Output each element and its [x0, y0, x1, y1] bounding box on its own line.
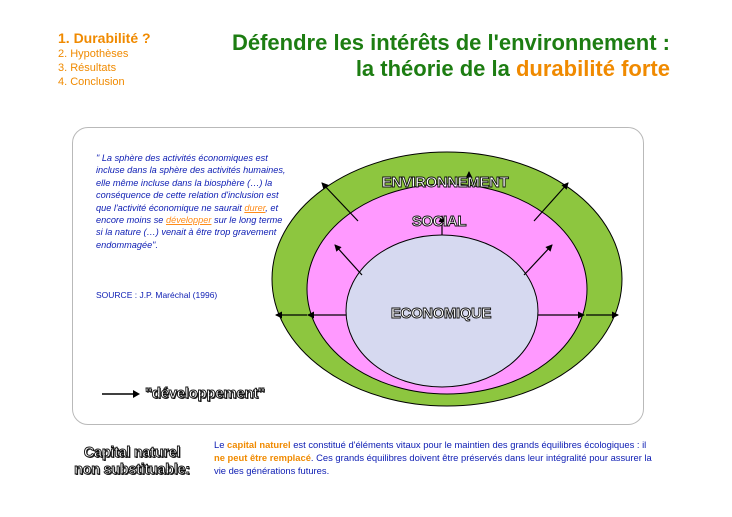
quote-part-3: sur le long terme si la nature (…) venait à être trop gravement endommagée". — [96, 215, 283, 250]
desc-part-3: . Ces grands équilibres doivent être préservés dans leur intégralité pour assurer la vie des générations futures. — [214, 451, 652, 476]
legend-label: "développement" — [145, 385, 265, 402]
quote-part-2: , et encore moins se — [96, 202, 279, 226]
title-highlight: durabilité forte — [515, 56, 670, 81]
nav-item-conclusion[interactable]: 4. Conclusion — [58, 76, 125, 88]
desc-part-2: est constitué d'éléments vitaux pour le maintien des grands équilibres écologiques : il — [290, 439, 647, 450]
desc-highlight-remplace: ne peut être remplacé — [214, 451, 311, 463]
nav-item-durabilite[interactable]: 1. Durabilité ? — [58, 30, 151, 46]
title-line-2-prefix: la théorie de la — [355, 56, 516, 81]
quote-link-developper[interactable]: développer — [165, 215, 212, 226]
legend-arrow-icon — [100, 384, 142, 404]
quote-source: SOURCE : J.P. Maréchal (1996) — [96, 290, 218, 300]
environment-label: ENVIRONNEMENT — [381, 174, 509, 191]
economic-label: ECONOMIQUE — [390, 305, 492, 322]
quote-text — [96, 152, 286, 251]
quote-link-durer[interactable]: durer — [244, 202, 266, 213]
section-nav — [58, 30, 151, 89]
capital-description — [214, 439, 654, 477]
page-title — [232, 30, 670, 82]
title-line-1: Défendre les intérêts de l'environnement : — [231, 30, 670, 55]
nav-item-resultats[interactable]: 3. Résultats — [58, 62, 117, 74]
nav-item-hypotheses[interactable]: 2. Hypothèses — [58, 48, 129, 60]
sustainability-diagram — [262, 143, 632, 415]
capital-heading — [70, 445, 194, 479]
capital-line-2: non substituable: — [74, 462, 190, 478]
quote-part-1: " La sphère des activités économiques est incluse dans la sphère des activités humaines, elle même incluse dans la biosphère (…) la conséquence de cette relation d'inclusion est que l'activité économique ne saurait — [96, 153, 286, 213]
capital-line-1: Capital naturel — [83, 445, 181, 461]
desc-part-1: Le — [214, 439, 228, 450]
title-line-2 — [232, 56, 670, 82]
desc-highlight-capital: capital naturel — [227, 439, 291, 450]
social-label: SOCIAL — [411, 213, 467, 230]
